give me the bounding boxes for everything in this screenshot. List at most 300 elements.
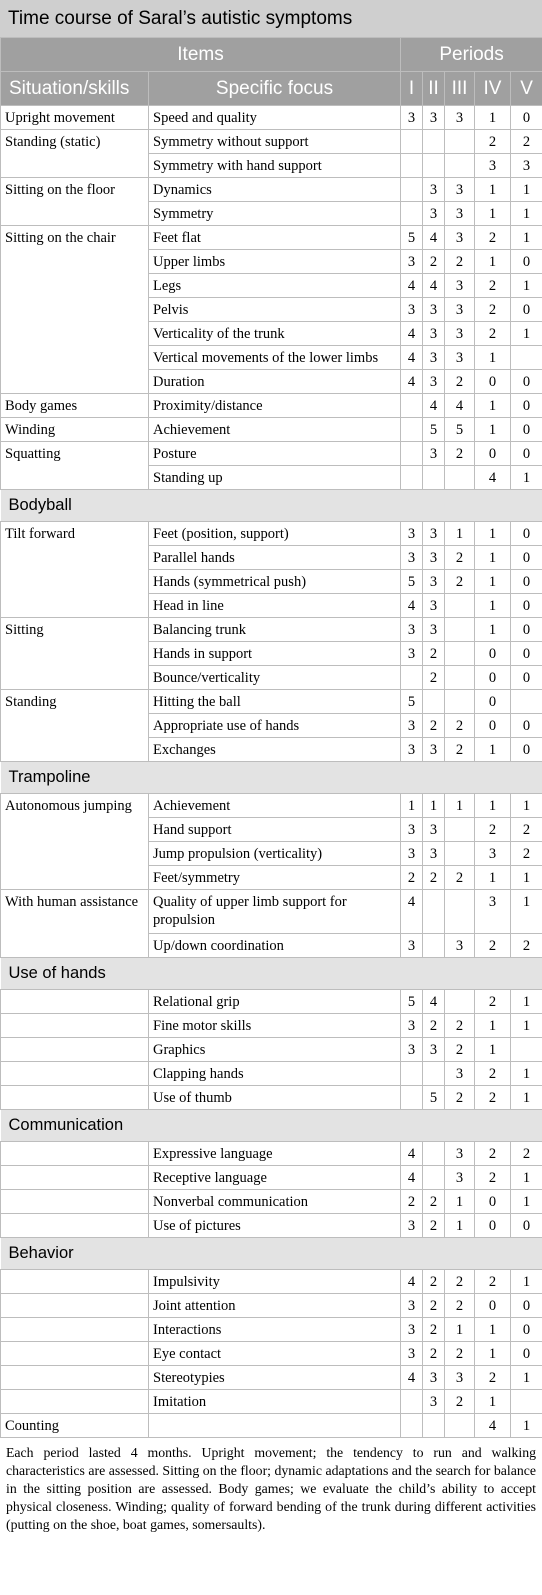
score-cell-period-5: 0 bbox=[511, 250, 542, 274]
score-cell-period-1 bbox=[401, 418, 423, 442]
score-cell-period-4: 1 bbox=[475, 250, 511, 274]
situation-cell bbox=[1, 1390, 149, 1414]
score-cell-period-1: 3 bbox=[401, 1318, 423, 1342]
table-row bbox=[1, 890, 542, 934]
score-cell-period-1: 5 bbox=[401, 226, 423, 250]
score-cell-period-3: 1 bbox=[445, 794, 475, 818]
score-cell-period-2: 3 bbox=[423, 370, 445, 394]
header-period-4: IV bbox=[475, 72, 511, 106]
score-cell-period-1: 3 bbox=[401, 250, 423, 274]
score-cell-period-4: 1 bbox=[475, 570, 511, 594]
focus-cell: Proximity/distance bbox=[149, 394, 401, 418]
score-cell-period-3: 3 bbox=[445, 202, 475, 226]
score-cell-period-2: 2 bbox=[423, 866, 445, 890]
focus-cell: Exchanges bbox=[149, 738, 401, 762]
score-cell-period-5: 0 bbox=[511, 522, 542, 546]
table-row bbox=[1, 1318, 542, 1342]
score-cell-period-5: 0 bbox=[511, 738, 542, 762]
score-cell-period-5 bbox=[511, 1038, 542, 1062]
situation-cell bbox=[1, 1062, 149, 1086]
symptoms-table bbox=[0, 37, 542, 1438]
score-cell-period-4: 4 bbox=[475, 466, 511, 490]
score-cell-period-1: 4 bbox=[401, 274, 423, 298]
score-cell-period-4: 2 bbox=[475, 1366, 511, 1390]
score-cell-period-5: 0 bbox=[511, 442, 542, 466]
header-period-5: V bbox=[511, 72, 542, 106]
score-cell-period-1 bbox=[401, 466, 423, 490]
focus-cell: Head in line bbox=[149, 594, 401, 618]
focus-cell: Appropriate use of hands bbox=[149, 714, 401, 738]
score-cell-period-5: 1 bbox=[511, 1190, 542, 1214]
focus-cell: Standing up bbox=[149, 466, 401, 490]
situation-cell bbox=[1, 1142, 149, 1166]
score-cell-period-5: 1 bbox=[511, 1270, 542, 1294]
score-cell-period-4: 1 bbox=[475, 866, 511, 890]
score-cell-period-4: 1 bbox=[475, 418, 511, 442]
situation-cell: Body games bbox=[1, 394, 149, 418]
header-row-bottom bbox=[1, 72, 542, 106]
table-row bbox=[1, 1142, 542, 1166]
score-cell-period-4: 1 bbox=[475, 546, 511, 570]
score-cell-period-2: 3 bbox=[423, 1366, 445, 1390]
section-row bbox=[1, 490, 542, 522]
table-row bbox=[1, 394, 542, 418]
score-cell-period-1: 3 bbox=[401, 642, 423, 666]
score-cell-period-3: 3 bbox=[445, 1366, 475, 1390]
focus-cell: Legs bbox=[149, 274, 401, 298]
score-cell-period-1: 3 bbox=[401, 1214, 423, 1238]
focus-cell: Relational grip bbox=[149, 990, 401, 1014]
score-cell-period-4: 1 bbox=[475, 106, 511, 130]
score-cell-period-4: 1 bbox=[475, 1038, 511, 1062]
score-cell-period-4: 0 bbox=[475, 714, 511, 738]
score-cell-period-1: 3 bbox=[401, 738, 423, 762]
focus-cell: Balancing trunk bbox=[149, 618, 401, 642]
score-cell-period-3: 2 bbox=[445, 1390, 475, 1414]
score-cell-period-4: 2 bbox=[475, 1270, 511, 1294]
score-cell-period-3 bbox=[445, 466, 475, 490]
focus-cell: Use of thumb bbox=[149, 1086, 401, 1110]
score-cell-period-5: 1 bbox=[511, 322, 542, 346]
table-row bbox=[1, 1214, 542, 1238]
score-cell-period-5: 0 bbox=[511, 1342, 542, 1366]
score-cell-period-2: 3 bbox=[423, 618, 445, 642]
focus-cell: Parallel hands bbox=[149, 546, 401, 570]
situation-cell bbox=[1, 1214, 149, 1238]
score-cell-period-5: 0 bbox=[511, 666, 542, 690]
focus-cell: Upper limbs bbox=[149, 250, 401, 274]
score-cell-period-3: 3 bbox=[445, 274, 475, 298]
score-cell-period-5: 0 bbox=[511, 594, 542, 618]
score-cell-period-2: 4 bbox=[423, 226, 445, 250]
score-cell-period-4: 0 bbox=[475, 1190, 511, 1214]
focus-cell: Dynamics bbox=[149, 178, 401, 202]
score-cell-period-2: 3 bbox=[423, 842, 445, 866]
score-cell-period-5: 0 bbox=[511, 298, 542, 322]
score-cell-period-4: 2 bbox=[475, 934, 511, 958]
score-cell-period-2: 3 bbox=[423, 346, 445, 370]
focus-cell: Speed and quality bbox=[149, 106, 401, 130]
score-cell-period-4: 1 bbox=[475, 1390, 511, 1414]
score-cell-period-4: 1 bbox=[475, 738, 511, 762]
score-cell-period-2: 2 bbox=[423, 1190, 445, 1214]
situation-cell: Standing (static) bbox=[1, 130, 149, 178]
score-cell-period-1: 3 bbox=[401, 106, 423, 130]
focus-cell: Quality of upper limb support for propulsion bbox=[149, 890, 401, 934]
score-cell-period-1: 3 bbox=[401, 522, 423, 546]
score-cell-period-5: 2 bbox=[511, 842, 542, 866]
situation-cell: Winding bbox=[1, 418, 149, 442]
table-row bbox=[1, 794, 542, 818]
focus-cell: Bounce/verticality bbox=[149, 666, 401, 690]
score-cell-period-3 bbox=[445, 130, 475, 154]
score-cell-period-3 bbox=[445, 618, 475, 642]
score-cell-period-3: 3 bbox=[445, 226, 475, 250]
table-row bbox=[1, 1190, 542, 1214]
score-cell-period-2: 3 bbox=[423, 322, 445, 346]
score-cell-period-2: 3 bbox=[423, 1038, 445, 1062]
section-heading: Behavior bbox=[1, 1238, 542, 1270]
score-cell-period-2: 3 bbox=[423, 738, 445, 762]
score-cell-period-3 bbox=[445, 690, 475, 714]
situation-cell: Standing bbox=[1, 690, 149, 762]
score-cell-period-3 bbox=[445, 642, 475, 666]
score-cell-period-3: 5 bbox=[445, 418, 475, 442]
score-cell-period-4: 4 bbox=[475, 1414, 511, 1438]
score-cell-period-3: 2 bbox=[445, 370, 475, 394]
focus-cell: Use of pictures bbox=[149, 1214, 401, 1238]
score-cell-period-4: 2 bbox=[475, 1142, 511, 1166]
focus-cell: Interactions bbox=[149, 1318, 401, 1342]
section-heading: Communication bbox=[1, 1110, 542, 1142]
situation-cell: Sitting on the chair bbox=[1, 226, 149, 394]
focus-cell: Clapping hands bbox=[149, 1062, 401, 1086]
score-cell-period-4: 0 bbox=[475, 642, 511, 666]
score-cell-period-3: 2 bbox=[445, 570, 475, 594]
score-cell-period-2: 2 bbox=[423, 714, 445, 738]
score-cell-period-5: 1 bbox=[511, 178, 542, 202]
score-cell-period-5: 2 bbox=[511, 818, 542, 842]
table-footnote: Each period lasted 4 months. Upright movement; the tendency to run and walking characteristics are assessed. Sitting on the floor; dynamic adaptations and the search for balance in the sitting position are assessed. Body games; we evaluate the child’s ability to accept physical closeness. Winding; quality of forward bending of the trunk during different activities (putting on the shoe, boat games, somersaults). bbox=[6, 1445, 536, 1532]
score-cell-period-2: 3 bbox=[423, 202, 445, 226]
score-cell-period-4: 3 bbox=[475, 890, 511, 934]
score-cell-period-4: 1 bbox=[475, 522, 511, 546]
score-cell-period-4: 1 bbox=[475, 178, 511, 202]
score-cell-period-2: 4 bbox=[423, 990, 445, 1014]
score-cell-period-3: 3 bbox=[445, 934, 475, 958]
header-items: Items bbox=[1, 38, 401, 72]
score-cell-period-5 bbox=[511, 1390, 542, 1414]
score-cell-period-2: 2 bbox=[423, 1294, 445, 1318]
section-row bbox=[1, 762, 542, 794]
score-cell-period-4: 2 bbox=[475, 322, 511, 346]
score-cell-period-5: 0 bbox=[511, 394, 542, 418]
score-cell-period-4: 2 bbox=[475, 818, 511, 842]
header-situation: Situation/skills bbox=[1, 72, 149, 106]
focus-cell: Fine motor skills bbox=[149, 1014, 401, 1038]
score-cell-period-3 bbox=[445, 890, 475, 934]
score-cell-period-2: 2 bbox=[423, 1318, 445, 1342]
score-cell-period-3 bbox=[445, 666, 475, 690]
situation-cell bbox=[1, 1366, 149, 1390]
table-row bbox=[1, 1414, 542, 1438]
score-cell-period-2: 3 bbox=[423, 818, 445, 842]
score-cell-period-2 bbox=[423, 890, 445, 934]
score-cell-period-1: 3 bbox=[401, 842, 423, 866]
score-cell-period-5: 1 bbox=[511, 1014, 542, 1038]
score-cell-period-1: 3 bbox=[401, 618, 423, 642]
score-cell-period-5: 1 bbox=[511, 1062, 542, 1086]
score-cell-period-5: 1 bbox=[511, 274, 542, 298]
focus-cell: Hitting the ball bbox=[149, 690, 401, 714]
focus-cell: Hand support bbox=[149, 818, 401, 842]
focus-cell: Stereotypies bbox=[149, 1366, 401, 1390]
table-row bbox=[1, 1342, 542, 1366]
score-cell-period-4: 2 bbox=[475, 1166, 511, 1190]
score-cell-period-1: 3 bbox=[401, 298, 423, 322]
focus-cell: Up/down coordination bbox=[149, 934, 401, 958]
situation-cell bbox=[1, 1086, 149, 1110]
score-cell-period-4: 2 bbox=[475, 226, 511, 250]
table-row bbox=[1, 130, 542, 154]
table-row bbox=[1, 1390, 542, 1414]
focus-cell: Expressive language bbox=[149, 1142, 401, 1166]
table-row bbox=[1, 178, 542, 202]
score-cell-period-3: 2 bbox=[445, 546, 475, 570]
table-row bbox=[1, 990, 542, 1014]
score-cell-period-4: 0 bbox=[475, 370, 511, 394]
score-cell-period-2 bbox=[423, 1142, 445, 1166]
score-cell-period-5: 0 bbox=[511, 618, 542, 642]
score-cell-period-4: 1 bbox=[475, 394, 511, 418]
score-cell-period-4: 2 bbox=[475, 298, 511, 322]
score-cell-period-4: 1 bbox=[475, 618, 511, 642]
score-cell-period-2: 3 bbox=[423, 546, 445, 570]
situation-cell: Autonomous jumping bbox=[1, 794, 149, 890]
score-cell-period-1: 5 bbox=[401, 570, 423, 594]
score-cell-period-2: 1 bbox=[423, 794, 445, 818]
score-cell-period-1: 4 bbox=[401, 346, 423, 370]
focus-cell: Nonverbal communication bbox=[149, 1190, 401, 1214]
score-cell-period-2: 5 bbox=[423, 418, 445, 442]
score-cell-period-5: 1 bbox=[511, 226, 542, 250]
score-cell-period-5: 1 bbox=[511, 794, 542, 818]
situation-cell bbox=[1, 990, 149, 1014]
score-cell-period-3: 2 bbox=[445, 714, 475, 738]
score-cell-period-4: 2 bbox=[475, 1086, 511, 1110]
section-heading: Bodyball bbox=[1, 490, 542, 522]
score-cell-period-4: 1 bbox=[475, 1014, 511, 1038]
score-cell-period-5: 1 bbox=[511, 1366, 542, 1390]
situation-cell bbox=[1, 1038, 149, 1062]
score-cell-period-4: 2 bbox=[475, 130, 511, 154]
score-cell-period-2: 4 bbox=[423, 274, 445, 298]
score-cell-period-2: 3 bbox=[423, 570, 445, 594]
focus-cell: Jump propulsion (verticality) bbox=[149, 842, 401, 866]
score-cell-period-2: 2 bbox=[423, 1014, 445, 1038]
score-cell-period-1: 4 bbox=[401, 1142, 423, 1166]
score-cell-period-3: 1 bbox=[445, 1214, 475, 1238]
focus-cell: Symmetry with hand support bbox=[149, 154, 401, 178]
score-cell-period-3: 2 bbox=[445, 1014, 475, 1038]
score-cell-period-4: 2 bbox=[475, 274, 511, 298]
score-cell-period-2: 2 bbox=[423, 1214, 445, 1238]
focus-cell: Posture bbox=[149, 442, 401, 466]
score-cell-period-1 bbox=[401, 202, 423, 226]
situation-cell bbox=[1, 1294, 149, 1318]
score-cell-period-1: 4 bbox=[401, 1166, 423, 1190]
table-row bbox=[1, 1038, 542, 1062]
table-row bbox=[1, 618, 542, 642]
score-cell-period-3: 3 bbox=[445, 1142, 475, 1166]
score-cell-period-5: 1 bbox=[511, 202, 542, 226]
situation-cell: Sitting bbox=[1, 618, 149, 690]
situation-cell bbox=[1, 1166, 149, 1190]
situation-cell: With human assistance bbox=[1, 890, 149, 958]
focus-cell: Vertical movements of the lower limbs bbox=[149, 346, 401, 370]
score-cell-period-1: 3 bbox=[401, 546, 423, 570]
score-cell-period-2: 3 bbox=[423, 1390, 445, 1414]
score-cell-period-1 bbox=[401, 1086, 423, 1110]
score-cell-period-4: 1 bbox=[475, 346, 511, 370]
score-cell-period-5: 1 bbox=[511, 890, 542, 934]
score-cell-period-5: 0 bbox=[511, 1318, 542, 1342]
score-cell-period-4: 2 bbox=[475, 990, 511, 1014]
score-cell-period-1 bbox=[401, 130, 423, 154]
score-cell-period-3: 3 bbox=[445, 298, 475, 322]
score-cell-period-5: 1 bbox=[511, 990, 542, 1014]
score-cell-period-2 bbox=[423, 690, 445, 714]
score-cell-period-5: 0 bbox=[511, 106, 542, 130]
score-cell-period-3: 2 bbox=[445, 866, 475, 890]
score-cell-period-3: 1 bbox=[445, 522, 475, 546]
focus-cell: Duration bbox=[149, 370, 401, 394]
score-cell-period-1: 3 bbox=[401, 934, 423, 958]
score-cell-period-1 bbox=[401, 178, 423, 202]
score-cell-period-1: 5 bbox=[401, 990, 423, 1014]
score-cell-period-2: 5 bbox=[423, 1086, 445, 1110]
situation-cell bbox=[1, 1014, 149, 1038]
score-cell-period-3 bbox=[445, 990, 475, 1014]
score-cell-period-4: 0 bbox=[475, 442, 511, 466]
situation-cell bbox=[1, 1318, 149, 1342]
score-cell-period-5: 0 bbox=[511, 1294, 542, 1318]
score-cell-period-4: 1 bbox=[475, 202, 511, 226]
score-cell-period-1: 3 bbox=[401, 1014, 423, 1038]
score-cell-period-2: 3 bbox=[423, 442, 445, 466]
score-cell-period-5: 0 bbox=[511, 714, 542, 738]
score-cell-period-3: 2 bbox=[445, 738, 475, 762]
focus-cell: Graphics bbox=[149, 1038, 401, 1062]
focus-cell bbox=[149, 1414, 401, 1438]
score-cell-period-2 bbox=[423, 1062, 445, 1086]
score-cell-period-3: 1 bbox=[445, 1190, 475, 1214]
score-cell-period-3 bbox=[445, 594, 475, 618]
score-cell-period-1: 4 bbox=[401, 370, 423, 394]
score-cell-period-1: 3 bbox=[401, 1294, 423, 1318]
score-cell-period-3: 3 bbox=[445, 322, 475, 346]
score-cell-period-1: 4 bbox=[401, 1366, 423, 1390]
score-cell-period-2 bbox=[423, 154, 445, 178]
score-cell-period-1: 3 bbox=[401, 1342, 423, 1366]
score-cell-period-5 bbox=[511, 346, 542, 370]
table-row bbox=[1, 226, 542, 250]
table-row bbox=[1, 1270, 542, 1294]
score-cell-period-5: 0 bbox=[511, 642, 542, 666]
focus-cell: Hands in support bbox=[149, 642, 401, 666]
score-cell-period-5: 0 bbox=[511, 370, 542, 394]
score-cell-period-3: 2 bbox=[445, 1086, 475, 1110]
score-cell-period-3: 3 bbox=[445, 1166, 475, 1190]
focus-cell: Achievement bbox=[149, 418, 401, 442]
table-caption: Time course of Saral’s autistic symptoms bbox=[0, 0, 542, 37]
score-cell-period-3 bbox=[445, 1414, 475, 1438]
score-cell-period-2: 2 bbox=[423, 1342, 445, 1366]
score-cell-period-5: 1 bbox=[511, 1414, 542, 1438]
score-cell-period-2 bbox=[423, 1414, 445, 1438]
score-cell-period-3: 2 bbox=[445, 1294, 475, 1318]
score-cell-period-4: 0 bbox=[475, 690, 511, 714]
focus-cell: Feet/symmetry bbox=[149, 866, 401, 890]
focus-cell: Impulsivity bbox=[149, 1270, 401, 1294]
score-cell-period-5: 3 bbox=[511, 154, 542, 178]
table-row bbox=[1, 1294, 542, 1318]
score-cell-period-4: 2 bbox=[475, 1062, 511, 1086]
header-periods: Periods bbox=[401, 38, 542, 72]
header-row-top bbox=[1, 38, 542, 72]
score-cell-period-3: 1 bbox=[445, 1318, 475, 1342]
score-cell-period-5 bbox=[511, 690, 542, 714]
situation-cell bbox=[1, 1190, 149, 1214]
focus-cell: Feet flat bbox=[149, 226, 401, 250]
situation-cell: Upright movement bbox=[1, 106, 149, 130]
score-cell-period-2 bbox=[423, 1166, 445, 1190]
score-cell-period-3: 3 bbox=[445, 178, 475, 202]
score-cell-period-2: 4 bbox=[423, 394, 445, 418]
score-cell-period-5: 0 bbox=[511, 546, 542, 570]
focus-cell: Pelvis bbox=[149, 298, 401, 322]
score-cell-period-4: 0 bbox=[475, 1294, 511, 1318]
score-cell-period-2: 3 bbox=[423, 106, 445, 130]
table-row bbox=[1, 1166, 542, 1190]
score-cell-period-1: 2 bbox=[401, 866, 423, 890]
focus-cell: Verticality of the trunk bbox=[149, 322, 401, 346]
header-period-2: II bbox=[423, 72, 445, 106]
score-cell-period-3: 3 bbox=[445, 106, 475, 130]
score-cell-period-3: 3 bbox=[445, 346, 475, 370]
score-cell-period-5: 2 bbox=[511, 130, 542, 154]
score-cell-period-3: 2 bbox=[445, 1038, 475, 1062]
score-cell-period-5: 1 bbox=[511, 866, 542, 890]
score-cell-period-1: 3 bbox=[401, 1038, 423, 1062]
score-cell-period-3 bbox=[445, 842, 475, 866]
score-cell-period-1: 2 bbox=[401, 1190, 423, 1214]
header-period-3: III bbox=[445, 72, 475, 106]
score-cell-period-1: 4 bbox=[401, 594, 423, 618]
score-cell-period-4: 3 bbox=[475, 154, 511, 178]
focus-cell: Hands (symmetrical push) bbox=[149, 570, 401, 594]
score-cell-period-5: 0 bbox=[511, 1214, 542, 1238]
score-cell-period-1 bbox=[401, 1414, 423, 1438]
score-cell-period-4: 1 bbox=[475, 1342, 511, 1366]
score-cell-period-2 bbox=[423, 466, 445, 490]
score-cell-period-1 bbox=[401, 1062, 423, 1086]
score-cell-period-4: 0 bbox=[475, 1214, 511, 1238]
score-cell-period-1: 3 bbox=[401, 714, 423, 738]
score-cell-period-3 bbox=[445, 818, 475, 842]
header-period-1: I bbox=[401, 72, 423, 106]
table-row bbox=[1, 522, 542, 546]
